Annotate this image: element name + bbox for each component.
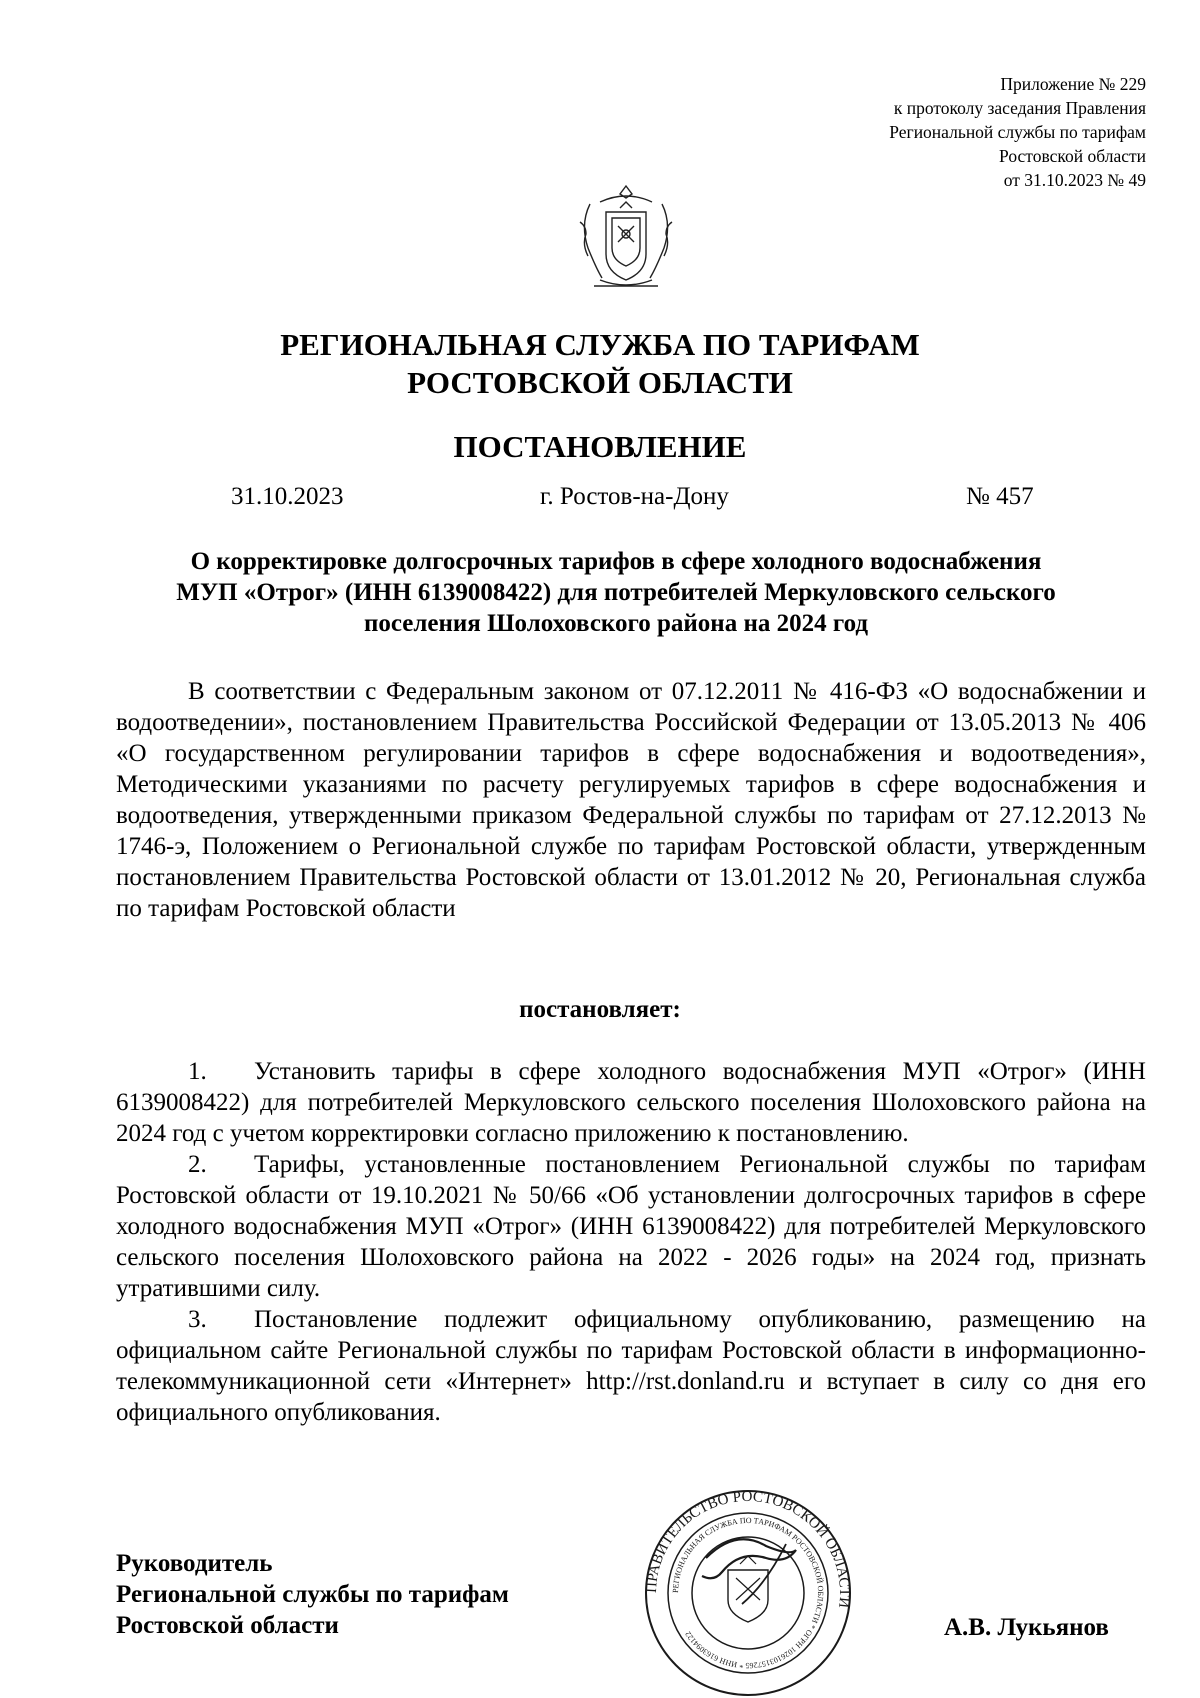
resolves-heading: постановляет:: [519, 996, 681, 1023]
organization-title: РЕГИОНАЛЬНАЯ СЛУЖБА ПО ТАРИФАМ РОСТОВСКОЙ ОБЛАСТИ: [280, 327, 920, 400]
item-text: Тарифы, установленные постановлением Региональной службы по тарифам Ростовской области от 19.10.2021 № 50/66 «Об установлении долгосрочных тарифов в сфере холодного водоснабжения МУП «Отрог» (ИНН 6139008422) для потребителей Меркуловского сельского поселения Шолоховского района на 2022 - 2026 годы» на 2024 год, признать утратившими силу.: [116, 1151, 1146, 1302]
document-place: г. Ростов-на-Дону: [540, 483, 729, 510]
appendix-line: Ростовской области: [999, 146, 1146, 166]
list-item: [116, 1304, 1146, 1428]
item-number: 1.: [188, 1058, 207, 1085]
list-item: [116, 1056, 1146, 1149]
official-seal-icon: [636, 1488, 860, 1698]
preamble: [116, 676, 1146, 924]
seal-inner-text: РЕГИОНАЛЬНАЯ СЛУЖБА ПО ТАРИФАМ РОСТОВСКОЙ ОБЛАСТИ * ОГРН 1026103157265 * ИНН 6163094122: [670, 1515, 826, 1671]
signer-title: Руководитель Региональной службы по тарифам Ростовской области: [116, 1550, 509, 1639]
resolution-items: [116, 1056, 1146, 1428]
appendix-line: от 31.10.2023 № 49: [1003, 170, 1146, 190]
signer-name: А.В. Лукьянов: [944, 1614, 1109, 1641]
item-text: Установить тарифы в сфере холодного водоснабжения МУП «Отрог» (ИНН 6139008422) для потребителей Меркуловского сельского поселения Шолоховского района на 2024 год с учетом корректировки согласно приложению к постановлению.: [116, 1058, 1146, 1147]
appendix-line: Приложение № 229: [1000, 74, 1146, 94]
document-type: ПОСТАНОВЛЕНИЕ: [453, 429, 747, 464]
appendix-line: к протоколу заседания Правления: [893, 98, 1146, 118]
appendix-line: Региональной службы по тарифам: [889, 122, 1146, 142]
document-subject: О корректировке долгосрочных тарифов в сфере холодного водоснабжения МУП «Отрог» (ИНН 6139008422) для потребителей Меркуловского сельского поселения Шолоховского района на 2024 год: [176, 548, 1056, 637]
list-item: [116, 1149, 1146, 1304]
document-date: 31.10.2023: [231, 483, 344, 510]
coat-of-arms-icon: [560, 182, 692, 294]
item-text: Постановление подлежит официальному опубликованию, размещению на официальном сайте Региональной службы по тарифам Ростовской области в информационно-телекоммуникационной сети «Интернет» http://rst.donland.ru и вступает в силу со дня его официального опубликования.: [116, 1306, 1146, 1426]
preamble-text: В соответствии с Федеральным законом от 07.12.2011 № 416-ФЗ «О водоснабжении и водоотведении», постановлением Правительства Российской Федерации от 13.05.2013 № 406 «О государственном регулировании тарифов в сфере водоснабжения и водоотведения», Методическими указаниями по расчету регулируемых тарифов в сфере водоснабжения и водоотведения, утвержденными приказом Федеральной службы по тарифам от 27.12.2013 № 1746-э, Положением о Региональной службе по тарифам Ростовской области, утвержденным постановлением Правительства Ростовской области от 13.01.2012 № 20, Региональная служба по тарифам Ростовской области: [116, 678, 1146, 922]
appendix-note: [889, 72, 1146, 192]
document-number: № 457: [966, 483, 1034, 510]
item-number: 3.: [188, 1306, 207, 1333]
seal-outer-text: ПРАВИТЕЛЬСТВО РОСТОВСКОЙ ОБЛАСТИ: [643, 1488, 853, 1609]
item-number: 2.: [188, 1151, 207, 1178]
